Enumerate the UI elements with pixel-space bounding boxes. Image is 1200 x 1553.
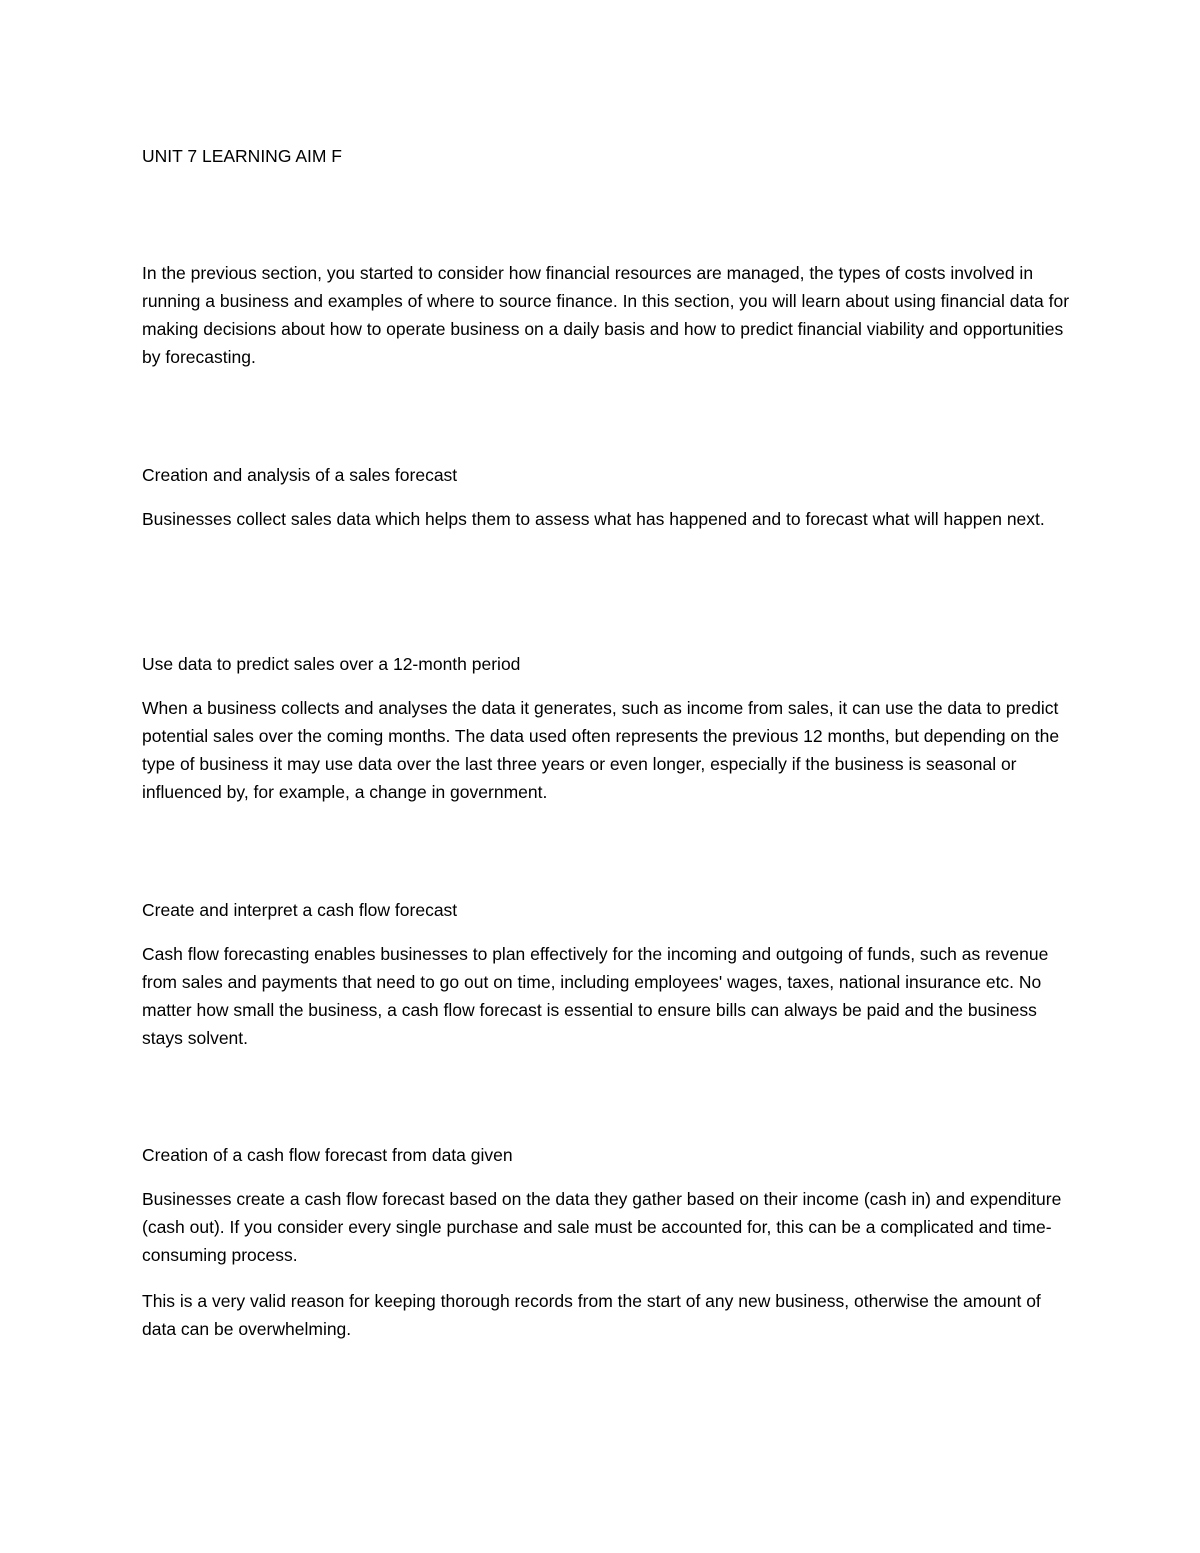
section-paragraph-records: This is a very valid reason for keeping thorough records from the start of any new business, otherwise the amount of data can be overwhelming. [142, 1291, 1041, 1339]
intro-paragraph: In the previous section, you started to consider how financial resources are managed, the types of costs involved in running a business and examples of where to source finance. In this section, you will learn about using financial data for making decisions about how to operate business on a daily basis and how to predict financial viability and opportunities by forecasting. [142, 263, 1070, 367]
section-heading-predict-sales: Use data to predict sales over a 12-month period [142, 654, 521, 674]
document-title: UNIT 7 LEARNING AIM F [142, 146, 342, 166]
section-paragraph-sales-forecast: Businesses collect sales data which helps them to assess what has happened and to forecast what will happen next. [142, 509, 1045, 529]
section-paragraph-cash-flow-forecast: Cash flow forecasting enables businesses to plan effectively for the incoming and outgoing of funds, such as revenue from sales and payments that need to go out on time, including employees' wages, taxes, national insurance etc. No matter how small the business, a cash flow forecast is essential to ensure bills can always be paid and the business stays solvent. [142, 944, 1049, 1048]
section-paragraph-cash-flow-from-data: Businesses create a cash flow forecast based on the data they gather based on their income (cash in) and expenditure (cash out). If you consider every single purchase and sale must be accounted for, this can be a complicated and time-consuming process. [142, 1189, 1062, 1265]
section-heading-cash-flow-from-data: Creation of a cash flow forecast from data given [142, 1145, 513, 1165]
section-heading-cash-flow-forecast: Create and interpret a cash flow forecast [142, 900, 458, 920]
section-paragraph-predict-sales: When a business collects and analyses the data it generates, such as income from sales, it can use the data to predict potential sales over the coming months. The data used often represents the previous 12 months, but depending on the type of business it may use data over the last three years or even longer, especially if the business is seasonal or influenced by, for example, a change in government. [142, 698, 1060, 802]
section-heading-sales-forecast: Creation and analysis of a sales forecast [142, 465, 458, 485]
